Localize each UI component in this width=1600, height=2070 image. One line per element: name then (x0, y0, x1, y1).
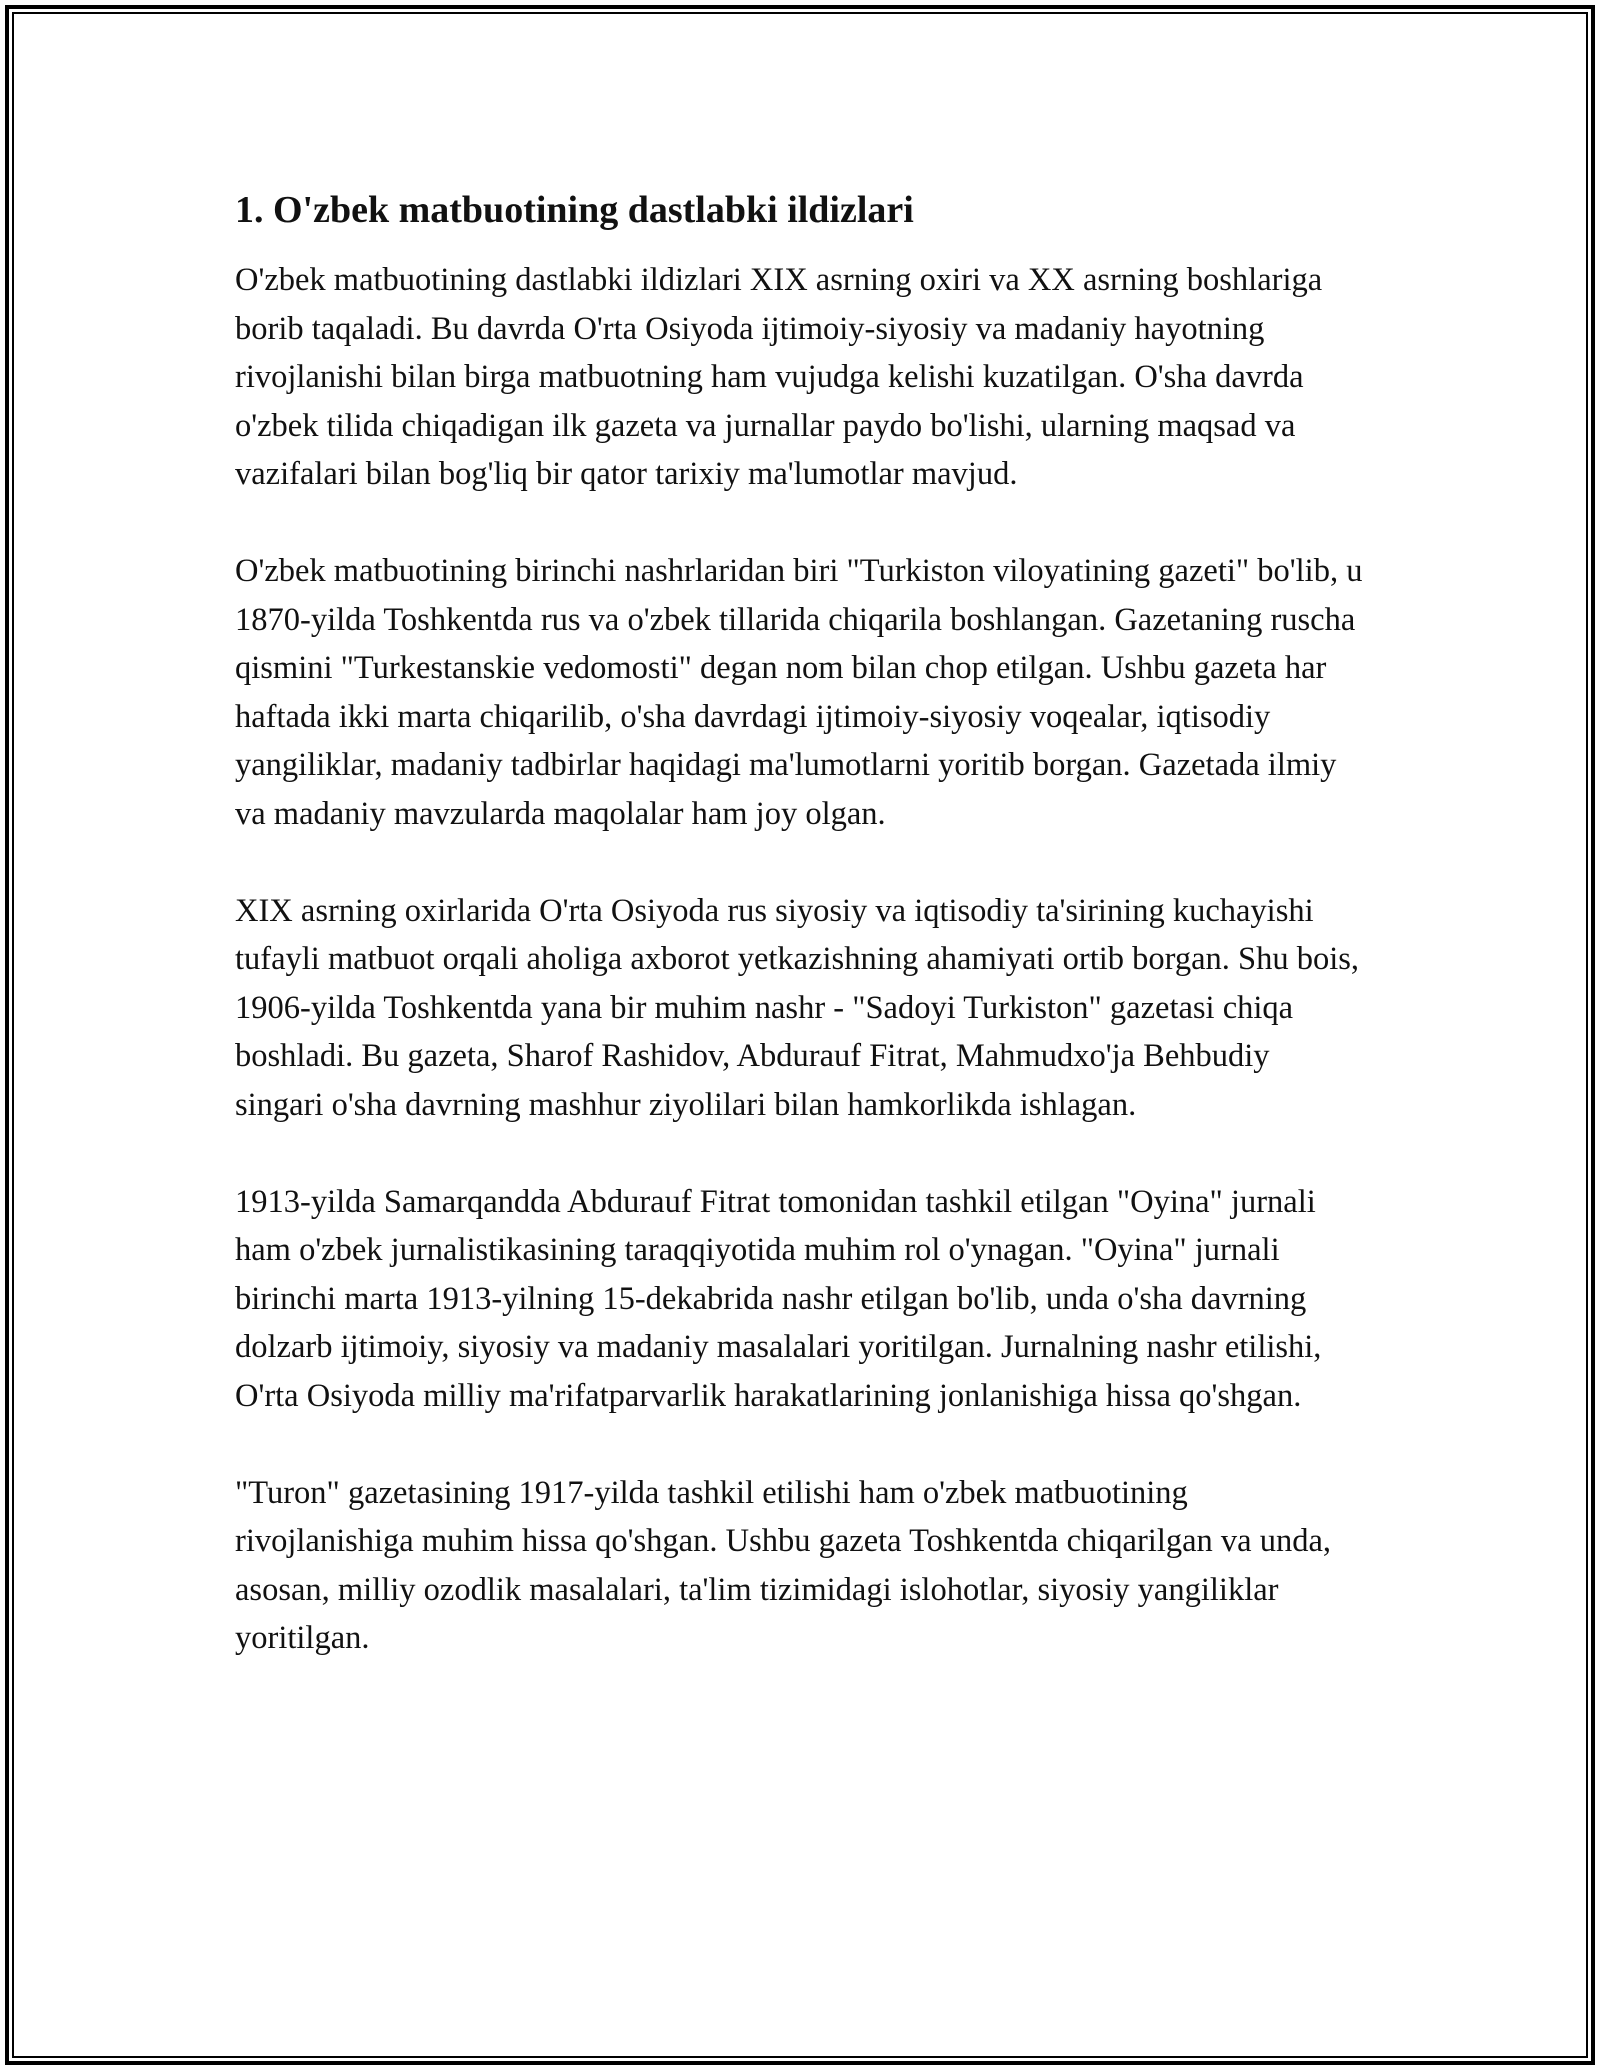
paragraph-5: "Turon" gazetasining 1917-yilda tashkil etilishi ham o'zbek matbuotining rivojlanishiga muhim hissa qo'shgan. Ushbu gazeta Toshkentda chiqarilgan va unda, asosan, milliy ozodlik masalalari, ta'lim tizimidagi islohotlar, siyosiy yangiliklar yoritilgan. (235, 1474, 1332, 1656)
document-body (235, 186, 1365, 1711)
paragraph-2: O'zbek matbuotining birinchi nashrlaridan biri "Turkiston viloyatining gazeti" bo'lib, u 1870-yilda Toshkentda rus va o'zbek tillarida chiqarila boshlangan. Gazetaning ruscha qismini "Turkestanskie vedomosti" degan nom bilan chop etilgan. Ushbu gazeta har haftada ikki marta chiqarilib, o'sha davrdagi ijtimoiy-siyosiy voqealar, iqtisodiy yangiliklar, madaniy tadbirlar haqidagi ma'lumotlarni yoritib borgan. Gazetada ilmiy va madaniy mavzularda maqolalar ham joy olgan. (235, 553, 1363, 832)
paragraph-4: 1913-yilda Samarqandda Abdurauf Fitrat tomonidan tashkil etilgan "Oyina" jurnali ham o'zbek jurnalistikasining taraqqiyotida muhim rol o'ynagan. "Oyina" jurnali birinchi marta 1913-yilning 15-dekabrida nashr etilgan bo'lib, unda o'sha davrning dolzarb ijtimoiy, siyosiy va madaniy masalalari yoritilgan. Jurnalning nashr etilishi, O'rta Osiyoda milliy ma'rifatparvarlik harakatlarining jonlanishiga hissa qo'shgan. (235, 1183, 1322, 1414)
page-title: 1. O'zbek matbuotining dastlabki ildizlari (235, 189, 914, 231)
paragraph-1: O'zbek matbuotining dastlabki ildizlari XIX asrning oxiri va XX asrning boshlariga borib taqaladi. Bu davrda O'rta Osiyoda ijtimoiy-siyosiy va madaniy hayotning rivojlanishi bilan birga matbuotning ham vujudga kelishi kuzatilgan. O'sha davrda o'zbek tilida chiqadigan ilk gazeta va jurnallar paydo bo'lishi, ularning maqsad va vazifalari bilan bog'liq bir qator tarixiy ma'lumotlar mavjud. (235, 262, 1323, 492)
paragraph-3: XIX asrning oxirlarida O'rta Osiyoda rus siyosiy va iqtisodiy ta'sirining kuchayishi tufayli matbuot orqali aholiga axborot yetkazishning ahamiyati ortib borgan. Shu bois, 1906-yilda Toshkentda yana bir muhim nashr - "Sadoyi Turkiston" gazetasi chiqa boshladi. Bu gazeta, Sharof Rashidov, Abdurauf Fitrat, Mahmudxo'ja Behbudiy singari o'sha davrning mashhur ziyolilari bilan hamkorlikda ishlagan. (235, 892, 1360, 1123)
